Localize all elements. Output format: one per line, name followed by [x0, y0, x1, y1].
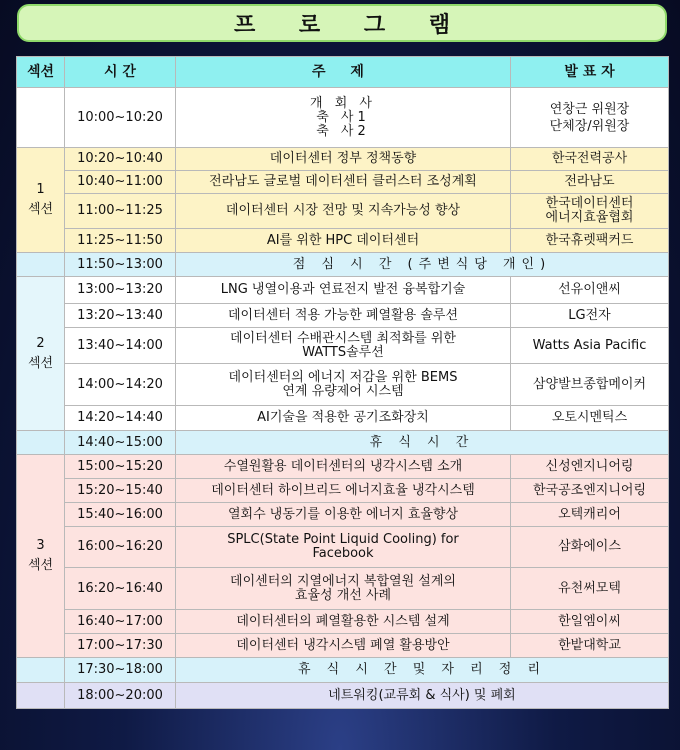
time-cell: 13:20~13:40: [65, 304, 176, 328]
speaker-line: 단체장/위원장: [549, 118, 630, 134]
table-row: [17, 277, 669, 304]
section-label-cell: [17, 455, 65, 658]
table-row: [17, 455, 669, 479]
time-cell: 11:50~13:00: [65, 253, 176, 277]
topic-line: 축 사2: [316, 123, 370, 139]
table-row: [17, 479, 669, 503]
topic-cell: 수열원활용 데이터센터의 냉각시스템 소개: [176, 455, 511, 479]
speaker-line: 연창근 위원장: [549, 101, 630, 117]
section-label: 섹션: [27, 355, 54, 371]
section-cell-empty: [17, 683, 65, 709]
table-row: [17, 253, 669, 277]
table-row: [17, 503, 669, 527]
header-time: 시 간: [65, 57, 176, 88]
header-section: 섹션: [17, 57, 65, 88]
topic-cell: [176, 88, 511, 148]
speaker-cell: 한국휴렛팩커드: [511, 229, 669, 253]
time-cell: 15:00~15:20: [65, 455, 176, 479]
topic-cell: 데이터센터 수배관시스템 최적화를 위한 WATTS솔루션: [176, 328, 511, 364]
section-label-cell: [17, 148, 65, 253]
page-title: 프 로 그 램: [234, 12, 468, 38]
topic-cell: AI기술을 적용한 공기조화장치: [176, 406, 511, 431]
topic-cell: 열회수 냉동기를 이용한 에너지 효율향상: [176, 503, 511, 527]
section-label: 섹션: [27, 202, 54, 217]
program-table: [16, 56, 669, 709]
table-row: [17, 568, 669, 610]
speaker-cell: 오토시멘틱스: [511, 406, 669, 431]
table-row: [17, 406, 669, 431]
table-row: [17, 658, 669, 683]
speaker-cell: 전라남도: [511, 171, 669, 194]
section-cell-empty: [17, 658, 65, 683]
section-cell-opening: [17, 88, 65, 148]
topic-cell: 데이터센터 적용 가능한 폐열활용 솔루션: [176, 304, 511, 328]
speaker-cell: 한밭대학교: [511, 634, 669, 658]
title-bar: [17, 4, 667, 42]
time-cell: 14:00~14:20: [65, 364, 176, 406]
speaker-cell: 한국공조엔지니어링: [511, 479, 669, 503]
speaker-cell: 신성엔지니어링: [511, 455, 669, 479]
topic-cell: LNG 냉열이용과 연료전지 발전 융복합기술: [176, 277, 511, 304]
break-text-cell: 네트워킹(교류회 & 식사) 및 폐회: [176, 683, 669, 709]
section-label-cell: [17, 277, 65, 431]
topic-cell: 데이터센터의 폐열활용한 시스템 설계: [176, 610, 511, 634]
topic-cell: 데이터센터 냉각시스템 폐열 활용방안: [176, 634, 511, 658]
time-cell: 18:00~20:00: [65, 683, 176, 709]
time-cell: 17:30~18:00: [65, 658, 176, 683]
speaker-cell: 오텍캐리어: [511, 503, 669, 527]
speaker-cell: 한국데이터센터 에너지효율협회: [511, 194, 669, 229]
time-cell: 15:40~16:00: [65, 503, 176, 527]
table-row: [17, 328, 669, 364]
speaker-cell: LG전자: [511, 304, 669, 328]
speaker-cell: [511, 88, 669, 148]
speaker-cell: 한일엠이씨: [511, 610, 669, 634]
section-cell-empty: [17, 431, 65, 455]
speaker-cell: 선유이앤씨: [511, 277, 669, 304]
table-row: [17, 229, 669, 253]
time-cell: 16:00~16:20: [65, 527, 176, 568]
table-row: [17, 364, 669, 406]
speaker-cell: 한국전력공사: [511, 148, 669, 171]
section-number: 1: [36, 182, 45, 197]
table-row: [17, 148, 669, 171]
topic-cell: 데이센터의 지열에너지 복합열원 설계의 효율성 개선 사례: [176, 568, 511, 610]
break-text-cell: 휴 식 시 간 및 자 리 정 리: [176, 658, 669, 683]
header-row: [17, 57, 669, 88]
topic-cell: AI를 위한 HPC 데이터센터: [176, 229, 511, 253]
table-row: [17, 88, 669, 148]
speaker-cell: Watts Asia Pacific: [511, 328, 669, 364]
time-cell: 17:00~17:30: [65, 634, 176, 658]
topic-cell: SPLC(State Point Liquid Cooling) for Facebook: [176, 527, 511, 568]
time-cell: 13:40~14:00: [65, 328, 176, 364]
section-cell-empty: [17, 253, 65, 277]
speaker-cell: 유천써모텍: [511, 568, 669, 610]
topic-cell: 데이터센터의 에너지 저감을 위한 BEMS 연계 유량제어 시스템: [176, 364, 511, 406]
time-cell: 16:20~16:40: [65, 568, 176, 610]
speaker-cell: 삼화에이스: [511, 527, 669, 568]
table-row: [17, 683, 669, 709]
time-cell: 14:40~15:00: [65, 431, 176, 455]
topic-cell: 데이터센터 정부 정책동향: [176, 148, 511, 171]
time-cell: 16:40~17:00: [65, 610, 176, 634]
topic-line: 축 사1: [316, 109, 370, 125]
table-row: [17, 304, 669, 328]
speaker-cell: 삼양발브종합메이커: [511, 364, 669, 406]
table-row: [17, 610, 669, 634]
break-text-cell: 휴 식 시 간: [176, 431, 669, 455]
time-cell: 11:00~11:25: [65, 194, 176, 229]
table-row: [17, 431, 669, 455]
section-number: 2: [36, 335, 45, 351]
topic-cell: 데이터센터 하이브리드 에너지효율 냉각시스템: [176, 479, 511, 503]
time-cell: 10:00~10:20: [65, 88, 176, 148]
break-text-cell: 점 심 시 간 (주변식당 개인): [176, 253, 669, 277]
section-label: 섹션: [27, 558, 54, 573]
time-cell: 10:20~10:40: [65, 148, 176, 171]
section-number: 3: [36, 538, 45, 553]
topic-line: 개 회 사: [310, 95, 376, 111]
table-row: [17, 527, 669, 568]
time-cell: 13:00~13:20: [65, 277, 176, 304]
table-row: [17, 634, 669, 658]
time-cell: 14:20~14:40: [65, 406, 176, 431]
topic-cell: 데이터센터 시장 전망 및 지속가능성 향상: [176, 194, 511, 229]
header-topic: 주 제: [176, 57, 511, 88]
table-row: [17, 171, 669, 194]
topic-cell: 전라남도 글로벌 데이터센터 클러스터 조성계획: [176, 171, 511, 194]
time-cell: 10:40~11:00: [65, 171, 176, 194]
time-cell: 15:20~15:40: [65, 479, 176, 503]
table-row: [17, 194, 669, 229]
time-cell: 11:25~11:50: [65, 229, 176, 253]
header-speaker: 발 표 자: [511, 57, 669, 88]
